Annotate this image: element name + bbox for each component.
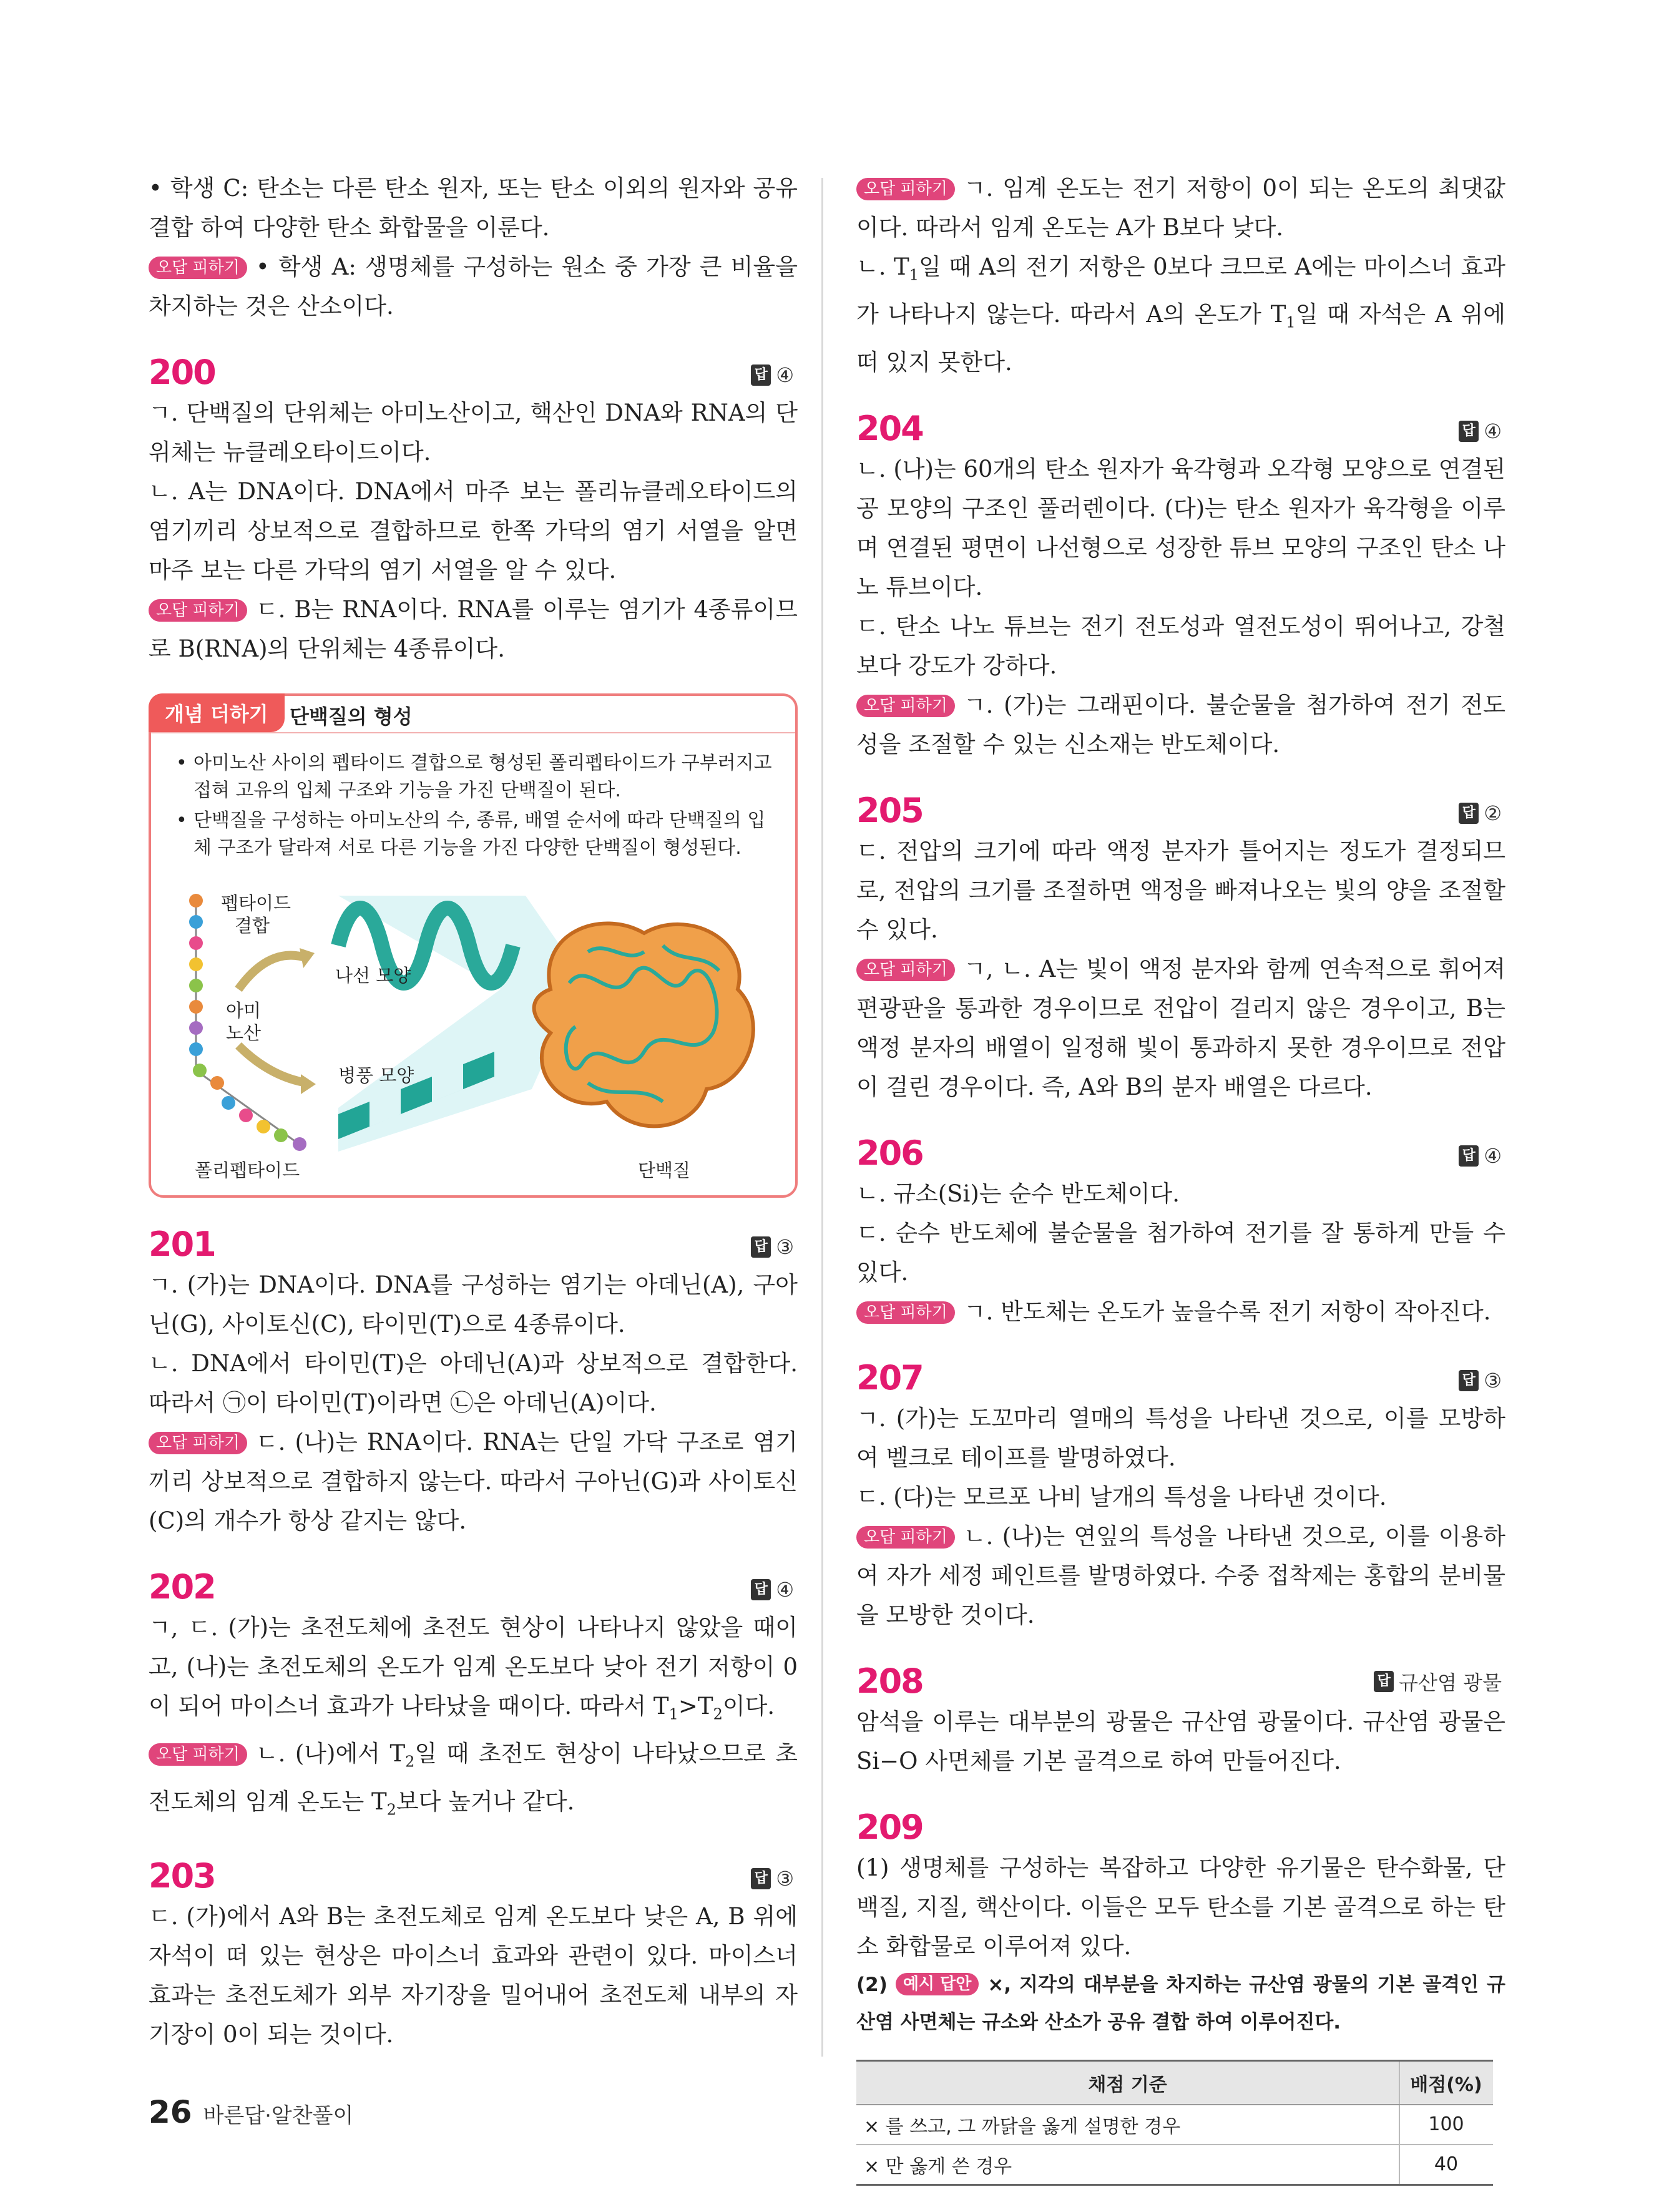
- question-number: 206: [856, 1133, 923, 1173]
- question-header-209: [856, 1804, 1505, 1848]
- answer-icon: 답: [1459, 421, 1479, 442]
- q201-p1: ㄱ. (가)는 DNA이다. DNA를 구성하는 염기는 아데닌(A), 구아닌(G), 사이토신(C), 타이민(T)으로 4종류이다.: [149, 1271, 798, 1338]
- table-row: [856, 2105, 1493, 2145]
- answer-mark: 답 ③: [751, 1235, 794, 1259]
- peptide-bond-label-2: 결합: [235, 915, 270, 936]
- peptide-bond-label-1: 펩타이드: [221, 893, 291, 914]
- table-header-row: [856, 2060, 1493, 2105]
- amino-acid-label-1: 아미: [226, 1000, 262, 1021]
- sheet-label: 병풍 모양: [338, 1065, 414, 1086]
- answer-icon: 답: [1459, 1145, 1479, 1167]
- question-number: 200: [149, 353, 215, 392]
- q202-p2: 오답 피하기 ㄴ. (나)에서 $T_2$일 때 초전도 현상이 나타났으므로 초전도체의 임계 온도는 $T_2$보다 높거나 같다.: [149, 1740, 798, 1819]
- concept-box: [149, 693, 798, 1198]
- q204-p3: 오답 피하기 ㄱ. (가)는 그래핀이다. 불순물을 첨가하여 전기 전도성을 조절할 수 있는 신소재는 반도체이다.: [856, 691, 1505, 758]
- answer-mark: 답 ②: [1459, 801, 1502, 825]
- q206-p2: ㄷ. 순수 반도체에 불순물을 첨가하여 전기를 잘 통하게 만들 수 있다.: [856, 1219, 1505, 1286]
- concept-tab: 개념 더하기: [149, 693, 285, 732]
- question-header-208: [856, 1658, 1505, 1702]
- answer-icon: 답: [1459, 803, 1479, 824]
- concept-divider: [151, 732, 795, 733]
- question-number: 204: [856, 408, 923, 448]
- q200-p1: ㄱ. 단백질의 단위체는 아미노산이고, 핵산인 DNA와 RNA의 단위체는 뉴클레오타이드이다.: [149, 399, 798, 466]
- left-column: [149, 169, 798, 2054]
- sheet-arrow: [238, 1045, 307, 1083]
- question-header-202: [149, 1564, 798, 1608]
- q207-p3: 오답 피하기 ㄴ. (나)는 연잎의 특성을 나타낸 것으로, 이를 이용하여 자가 세정 페인트를 발명하였다. 수중 접착제는 홍합의 분비물을 모방한 것이다.: [856, 1522, 1505, 1628]
- q203-wrong: 오답 피하기 ㄱ. 임계 온도는 전기 저항이 0이 되는 온도의 최댓값이다. 따라서 임계 온도는 A가 B보다 낮다.: [856, 175, 1505, 241]
- example-answer-badge: 예시 답안: [896, 1973, 979, 1995]
- concept-item: • 단백질을 구성하는 아미노산의 수, 종류, 배열 순서에 따라 단백질의 입체 구조가 달라져 서로 다른 기능을 가진 다양한 단백질이 형성된다.: [174, 807, 776, 862]
- question-header-207: [856, 1355, 1505, 1399]
- wrong-answer-badge: 오답 피하기: [856, 1301, 955, 1324]
- wrong-answer-badge: 오답 피하기: [149, 1743, 247, 1766]
- table-cell: 40: [1399, 2145, 1493, 2185]
- q205-p2: 오답 피하기 ㄱ, ㄴ. A는 빛이 액정 분자와 함께 연속적으로 휘어져 편광판을 통과한 경우이므로 전압이 걸리지 않은 경우이고, B는 액정 분자의 배열이 일정해 빛이 통과하지 못한 경우이므로 전압이 걸린 경우이다. 즉, A와 B의 분자 배열은 다르다.: [856, 955, 1505, 1100]
- page-number: 26: [149, 2094, 192, 2130]
- answer-mark: 답 규산염 광물: [1374, 1667, 1502, 1696]
- question-number: 208: [856, 1661, 923, 1701]
- amino-acid-label-2: 노산: [226, 1022, 262, 1044]
- question-header-200: [149, 350, 798, 393]
- column-divider: [821, 178, 823, 2057]
- question-number: 202: [149, 1567, 215, 1607]
- question-number: 207: [856, 1358, 923, 1397]
- question-header-201: [149, 1221, 798, 1265]
- question-header-203: [149, 1853, 798, 1897]
- footer-title: 바른답·알찬풀이: [203, 2103, 354, 2128]
- q201-p2: ㄴ. DNA에서 타이민(T)은 아데닌(A)과 상보적으로 결합한다. 따라서 ㉠이 타이민(T)이라면 ㉡은 아데닌(A)이다.: [149, 1350, 798, 1416]
- table-cell: × 를 쓰고, 그 까닭을 옳게 설명한 경우: [856, 2105, 1399, 2145]
- q203-p2: ㄴ. $T_1$일 때 A의 전기 저항은 0보다 크므로 A에는 마이스너 효과가 나타나지 않는다. 따라서 A의 온도가 $T_1$일 때 자석은 A 위에 떠 있지 못한다.: [856, 253, 1506, 376]
- question-header-206: [856, 1130, 1505, 1174]
- helix-arrowhead: [300, 948, 315, 968]
- answer-mark: 답 ④: [751, 363, 794, 387]
- q204-p1: ㄴ. (나)는 60개의 탄소 원자가 육각형과 오각형 모양으로 연결된 공 모양의 구조인 풀러렌이다. (다)는 탄소 원자가 육각형을 이루며 연결된 평면이 나선형으로 성장한 튜브 모양의 구조인 탄소 나노 튜브이다.: [856, 455, 1505, 600]
- helix-arrow: [238, 956, 307, 989]
- table-header: 배점(%): [1399, 2060, 1493, 2105]
- question-number: 209: [856, 1807, 923, 1847]
- question-number: 203: [149, 1856, 215, 1896]
- answer-icon: 답: [1374, 1671, 1394, 1692]
- q207-p1: ㄱ. (가)는 도꼬마리 열매의 특성을 나타낸 것으로, 이를 모방하여 벨크로 테이프를 발명하였다.: [856, 1404, 1505, 1471]
- concept-item: • 아미노산 사이의 펩타이드 결합으로 형성된 폴리펩타이드가 구부러지고 접혀 고유의 입체 구조와 기능을 가진 단백질이 된다.: [174, 750, 776, 805]
- q206-p3: 오답 피하기 ㄱ. 반도체는 온도가 높을수록 전기 저항이 작아진다.: [856, 1292, 1505, 1331]
- answer-mark: 답 ③: [1459, 1369, 1502, 1392]
- polypeptide-label: 폴리펩타이드: [195, 1160, 300, 1181]
- concept-list: [174, 750, 776, 864]
- scoring-table: [856, 2060, 1493, 2186]
- sheet-arrowhead: [301, 1074, 316, 1094]
- q206-p1: ㄴ. 규소(Si)는 순수 반도체이다.: [856, 1180, 1180, 1207]
- right-column: [856, 169, 1505, 2186]
- protein-label: 단백질: [638, 1160, 691, 1181]
- wrong-answer-badge: 오답 피하기: [856, 1526, 955, 1549]
- answer-icon: 답: [751, 1579, 771, 1600]
- answer-icon: 답: [751, 365, 771, 386]
- answer-mark: 답 ④: [751, 1578, 794, 1602]
- wrong-answer-badge: 오답 피하기: [149, 599, 247, 622]
- question-header-204: [856, 406, 1505, 449]
- q202-p1: ㄱ, ㄷ. (가)는 초전도체에 초전도 현상이 나타나지 않았을 때이고, (나)는 초전도체의 온도가 임계 온도보다 낮아 전기 저항이 0이 되어 마이스너 효과가 나타났을 때이다. 따라서 $T_1>T_2$이다.: [149, 1614, 798, 1723]
- q201-p3: 오답 피하기 ㄷ. (나)는 RNA이다. RNA는 단일 가닥 구조로 염기끼리 상보적으로 결합하지 않는다. 따라서 구아닌(G)과 사이토신(C)의 개수가 항상 같지는 않다.: [149, 1429, 798, 1534]
- table-cell: 100: [1399, 2105, 1493, 2145]
- q208-p1: 암석을 이루는 대부분의 광물은 규산염 광물이다. 규산염 광물은 Si−O 사면체를 기본 골격으로 하여 만들어진다.: [856, 1708, 1505, 1774]
- folded-protein: [534, 923, 753, 1126]
- table-row: [856, 2145, 1493, 2185]
- answer-mark: 답 ④: [1459, 419, 1502, 443]
- page-footer: [149, 2094, 353, 2130]
- intro-student-c: • 학생 C: 탄소는 다른 탄소 원자, 또는 탄소 이외의 원자와 공유 결합 하여 다양한 탄소 화합물을 이룬다.: [149, 175, 798, 241]
- q205-p1: ㄷ. 전압의 크기에 따라 액정 분자가 틀어지는 정도가 결정되므로, 전압의 크기를 조절하면 액정을 빠져나오는 빛의 양을 조절할 수 있다.: [856, 837, 1505, 943]
- q209-p1: (1) 생명체를 구성하는 복잡하고 다양한 유기물은 탄수화물, 단백질, 지질, 핵산이다. 이들은 모두 탄소를 기본 골격으로 하는 탄소 화합물로 이루어져 있다.: [856, 1854, 1505, 1960]
- table-header: 채점 기준: [856, 2060, 1399, 2105]
- q207-p2: ㄷ. (다)는 모르포 나비 날개의 특성을 나타낸 것이다.: [856, 1483, 1387, 1510]
- q203-p1: ㄷ. (가)에서 A와 B는 초전도체로 임계 온도보다 낮은 A, B 위에 자석이 떠 있는 현상은 마이스너 효과와 관련이 있다. 마이스너 효과는 초전도체가 외부 자기장을 밀어내어 초전도체 내부의 자기장이 0이 되는 것이다.: [149, 1903, 798, 2048]
- q204-p2: ㄷ. 탄소 나노 튜브는 전기 전도성과 열전도성이 뛰어나고, 강철보다 강도가 강하다.: [856, 612, 1505, 679]
- q200-p2: ㄴ. A는 DNA이다. DNA에서 마주 보는 폴리뉴클레오타이드의 염기끼리 상보적으로 결합하므로 한쪽 가닥의 염기 서열을 알면 마주 보는 다른 가닥의 염기 서열을 알 수 있다.: [149, 478, 798, 584]
- question-number: 205: [856, 790, 923, 830]
- wrong-answer-badge: 오답 피하기: [149, 257, 247, 279]
- wrong-answer-badge: 오답 피하기: [856, 178, 955, 200]
- wrong-answer-badge: 오답 피하기: [856, 695, 955, 717]
- helix-label: 나선 모양: [335, 965, 411, 986]
- q200-p3: 오답 피하기 ㄷ. B는 RNA이다. RNA를 이루는 염기가 4종류이므로 B(RNA)의 단위체는 4종류이다.: [149, 596, 798, 662]
- answer-icon: 답: [751, 1868, 771, 1889]
- wrong-answer-badge: 오답 피하기: [149, 1432, 247, 1454]
- concept-title: 단백질의 형성: [290, 705, 413, 728]
- answer-icon: 답: [1459, 1370, 1479, 1391]
- protein-formation-figure: [151, 883, 795, 1183]
- question-header-205: [856, 788, 1505, 831]
- q209-p2: (2) 예시 답안 ×, 지각의 대부분을 차지하는 규산염 광물의 기본 골격인 규산염 사면체는 규소와 산소가 공유 결합 하여 이루어진다.: [856, 1973, 1505, 2033]
- answer-icon: 답: [751, 1236, 771, 1258]
- answer-mark: 답 ③: [751, 1867, 794, 1891]
- wrong-answer-badge: 오답 피하기: [856, 959, 955, 981]
- table-cell: × 만 옳게 쓴 경우: [856, 2145, 1399, 2185]
- answer-mark: 답 ④: [1459, 1144, 1502, 1168]
- intro-wrong-a: 오답 피하기 • 학생 A: 생명체를 구성하는 원소 중 가장 큰 비율을 차지하는 것은 산소이다.: [149, 253, 798, 320]
- question-number: 201: [149, 1225, 215, 1264]
